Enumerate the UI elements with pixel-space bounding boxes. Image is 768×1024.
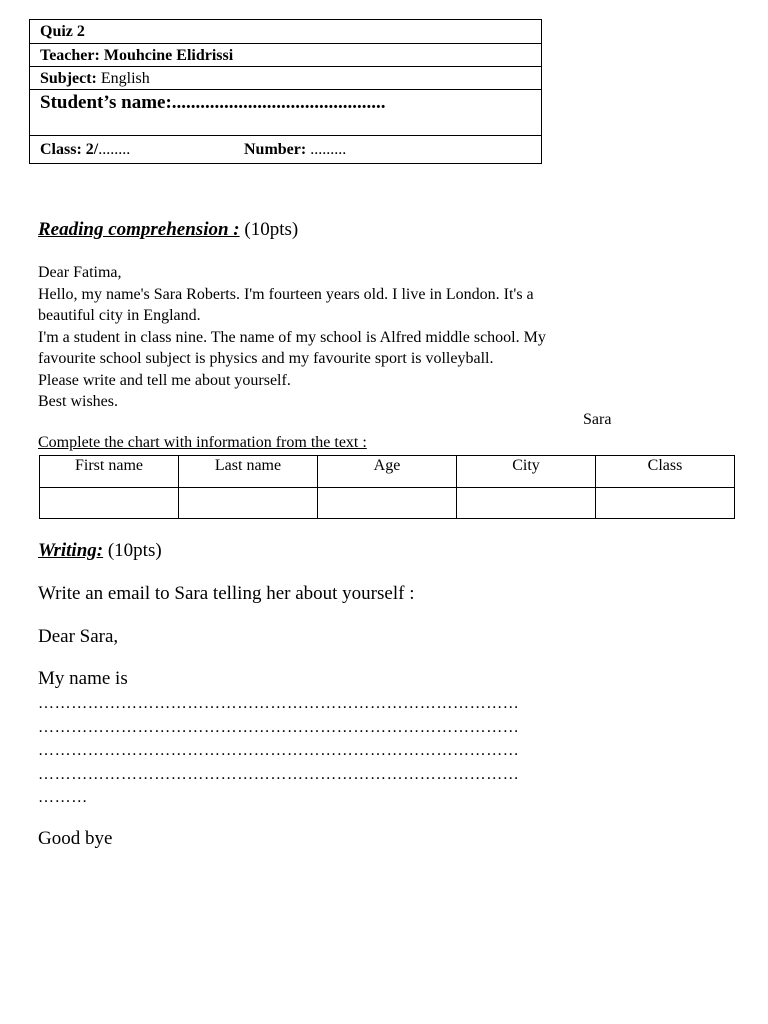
chart-instruction: Complete the chart with information from the text : [38, 434, 367, 451]
email-closing: Good bye [38, 828, 113, 849]
letter-line: I'm a student in class nine. The name of my school is Alfred middle school. My [38, 328, 546, 346]
letter-line: beautiful city in England. [38, 307, 201, 324]
letter-line: Hello, my name's Sara Roberts. I'm fourteen years old. I live in London. It's a [38, 285, 534, 303]
subject-line [30, 67, 541, 90]
writing-prompt: Write an email to Sara telling her about yourself : [38, 583, 415, 604]
column-header-class: Class [596, 456, 735, 488]
answer-cell-age[interactable] [318, 488, 457, 519]
number-label: Number: [244, 141, 307, 158]
subject-label: Subject: [40, 70, 97, 87]
answer-cell-last-name[interactable] [179, 488, 318, 519]
teacher-line: Teacher: Mouhcine Elidrissi [30, 44, 541, 67]
email-greeting: Dear Sara, [38, 626, 119, 647]
class-blank[interactable]: ........ [98, 141, 131, 158]
class-number-row [30, 136, 541, 163]
class-label: Class: 2/ [40, 141, 99, 158]
letter-line: Dear Fatima, [38, 264, 122, 281]
reading-points: (10pts) [239, 219, 299, 240]
dotted-line[interactable]: ……… [38, 789, 88, 806]
reading-section-title [38, 219, 298, 241]
column-header-city: City [457, 456, 596, 488]
student-name-field[interactable]: Student’s name:............................................. [30, 90, 541, 136]
letter-line: Please write and tell me about yourself. [38, 371, 291, 389]
writing-points: (10pts) [103, 540, 162, 561]
writing-section-title [38, 540, 162, 562]
table-row [40, 488, 735, 519]
info-chart-table [39, 455, 735, 519]
number-blank[interactable]: ......... [306, 141, 347, 158]
writing-title: Writing: [38, 540, 104, 561]
answer-cell-city[interactable] [457, 488, 596, 519]
table-header-row [40, 456, 735, 488]
letter-line: Best wishes. [38, 393, 118, 410]
dotted-line[interactable]: …………………………………………………………………………… [38, 765, 520, 783]
letter-signature: Sara [583, 411, 612, 428]
subject-value: English [96, 70, 150, 87]
letter-line: favourite school subject is physics and my favourite sport is volleyball. [38, 350, 494, 367]
email-start: My name is [38, 668, 128, 689]
answer-cell-first-name[interactable] [40, 488, 179, 519]
column-header-age: Age [318, 456, 457, 488]
writing-answer-lines[interactable] [38, 692, 519, 810]
answer-cell-class[interactable] [596, 488, 735, 519]
reading-title: Reading comprehension : [38, 219, 240, 240]
column-header-last-name: Last name [179, 456, 318, 488]
header-info-box [29, 19, 542, 164]
reading-letter [38, 262, 638, 413]
dotted-line[interactable]: …………………………………………………………………………… [38, 742, 520, 759]
quiz-title: Quiz 2 [30, 20, 541, 44]
dotted-line[interactable]: …………………………………………………………………………… [38, 718, 520, 736]
number-field [244, 136, 346, 163]
column-header-first-name: First name [40, 456, 179, 488]
dotted-line[interactable]: …………………………………………………………………………… [38, 695, 520, 712]
